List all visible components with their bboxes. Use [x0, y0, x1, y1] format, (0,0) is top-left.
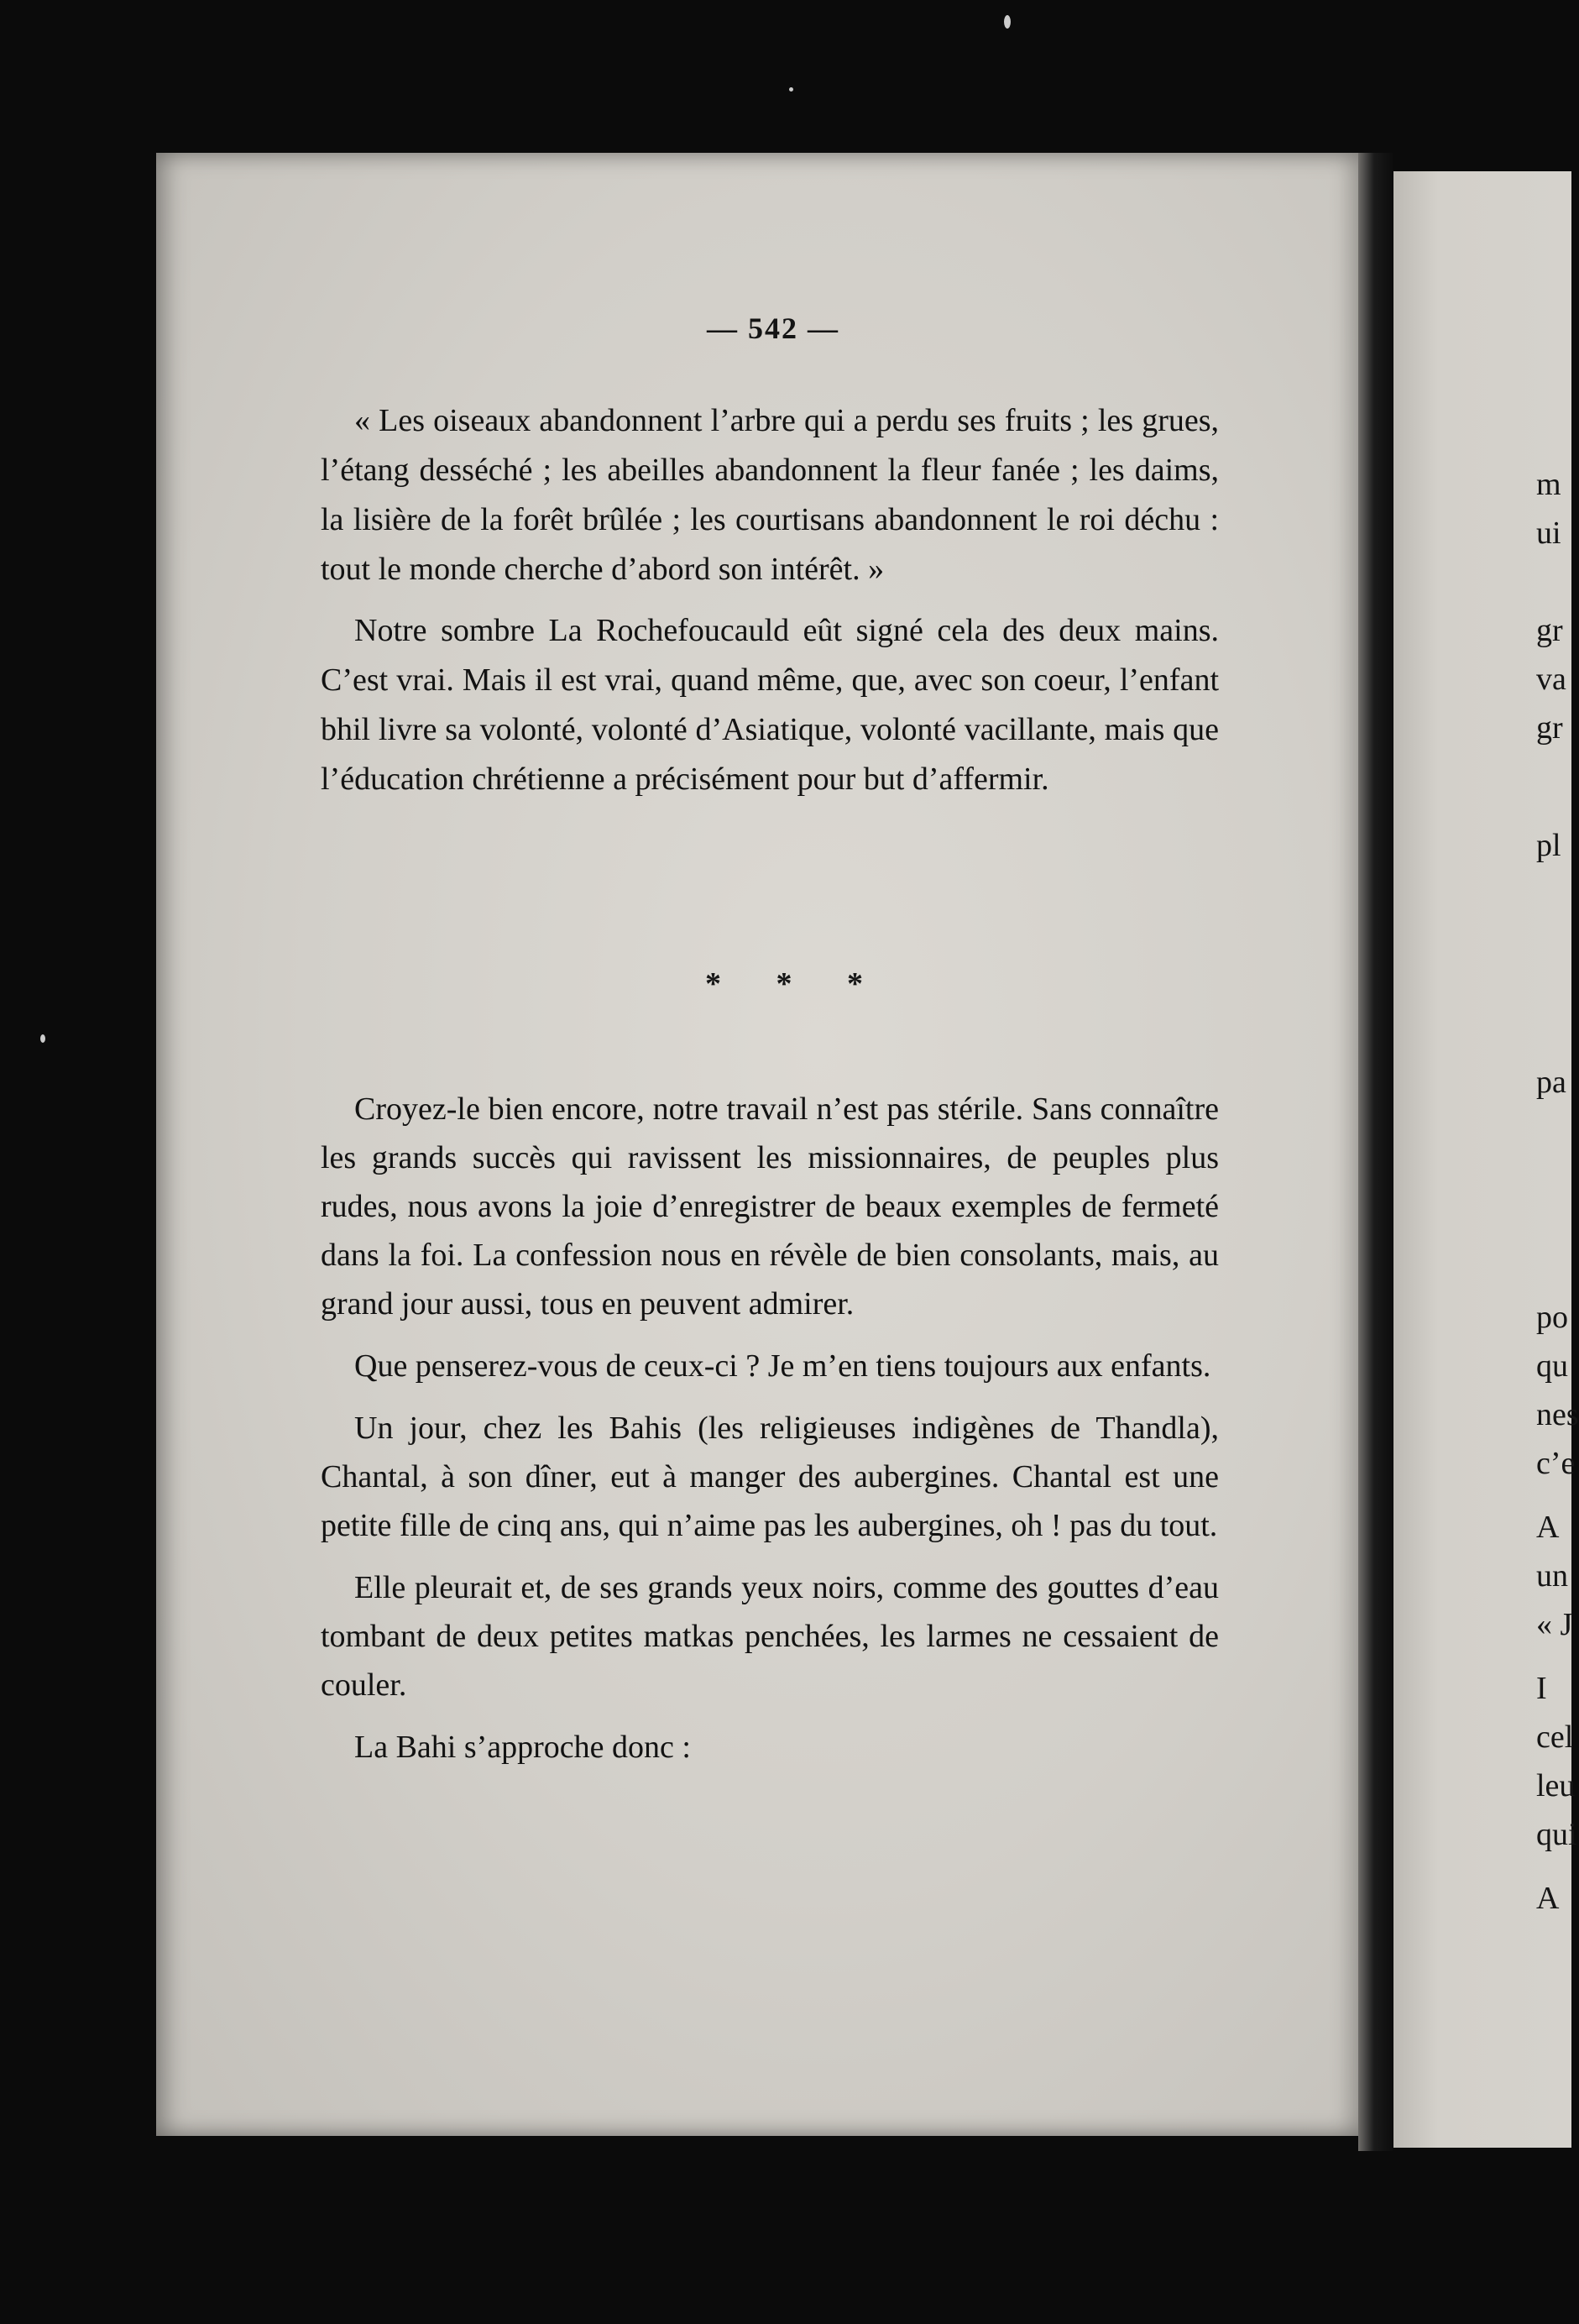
text-block-bottom [321, 1085, 1219, 1772]
paragraph-chantal: Un jour, chez les Bahis (les religieuses indigènes de Thandla), Chantal, à son dîner, eut à manger des aubergines. Chantal est une petite fille de cinq ans, qui n’aime pas les aubergines, oh ! pas du tout. [321, 1411, 1219, 1543]
text-block-top [321, 302, 1219, 804]
right-page-fragment: un [1536, 1558, 1568, 1594]
section-separator: * * * [705, 966, 886, 1002]
book-gutter [1358, 153, 1393, 2151]
dust-speck [789, 87, 793, 92]
right-page-fragment: c’e [1536, 1446, 1576, 1481]
right-page-fragment: cel [1536, 1719, 1574, 1755]
paragraph-rochefoucauld: Notre sombre La Rochefoucauld eût signé cela des deux mains. C’est vrai. Mais il est vrai, quand même, que, avec son coeur, l’enfant bhil livre sa volonté, volonté d’Asiatique, volonté vacillante, mais que l’éducation chrétienne a précisément pour but d’affermir. [321, 613, 1219, 797]
paragraph-travail: Croyez-le bien encore, notre travail n’est pas stérile. Sans connaître les grands succès qui ravissent les missionnaires, de peuples plus rudes, nous avons la joie d’enregistrer de beaux exemples de fermeté dans la foi. La confession nous en révèle de bien consolants, mais, au grand jour aussi, tous en peuvent admirer. [321, 1091, 1219, 1322]
right-page-fragment: I [1536, 1671, 1547, 1706]
paragraph-enfants: Que penserez-vous de ceux-ci ? Je m’en tiens toujours aux enfants. [354, 1348, 1211, 1384]
paragraph-bahi: La Bahi s’approche donc : [354, 1730, 691, 1765]
right-page-fragment: m [1536, 467, 1561, 502]
right-page-fragment: « J [1536, 1607, 1573, 1642]
right-page-fragment: va [1536, 662, 1566, 697]
right-page-fragment: A [1536, 1881, 1560, 1916]
right-page-fragment: qu [1536, 1348, 1568, 1384]
paragraph-quote: « Les oiseaux abandonnent l’arbre qui a perdu ses fruits ; les grues, l’étang desséché ; les abeilles abandonnent la fleur fanée ; les daims, la lisière de la forêt brûlée ; les courtisans abandonnent le roi déchu : tout le monde cherche d’abord son intérêt. » [321, 403, 1219, 587]
dust-speck [40, 1034, 45, 1043]
right-page-fragment: ui [1536, 516, 1561, 551]
right-page-fragment: leu [1536, 1768, 1576, 1803]
dust-speck [1004, 15, 1011, 29]
right-page-fragment: nes [1536, 1397, 1579, 1432]
right-page-fragment: pl [1536, 828, 1561, 863]
right-page-fragment: po [1536, 1300, 1568, 1335]
right-page-fragment: qui [1536, 1817, 1577, 1852]
right-page-fragment: gr [1536, 613, 1563, 648]
paragraph-larmes: Elle pleurait et, de ses grands yeux noirs, comme des gouttes d’eau tombant de deux petites matkas penchées, les larmes ne cessaient de couler. [321, 1570, 1219, 1703]
page-number: — 542 — [707, 311, 839, 345]
right-page-fragment: pa [1536, 1065, 1566, 1100]
right-page-fragment: A [1536, 1510, 1560, 1545]
right-page-fragment: gr [1536, 710, 1563, 746]
